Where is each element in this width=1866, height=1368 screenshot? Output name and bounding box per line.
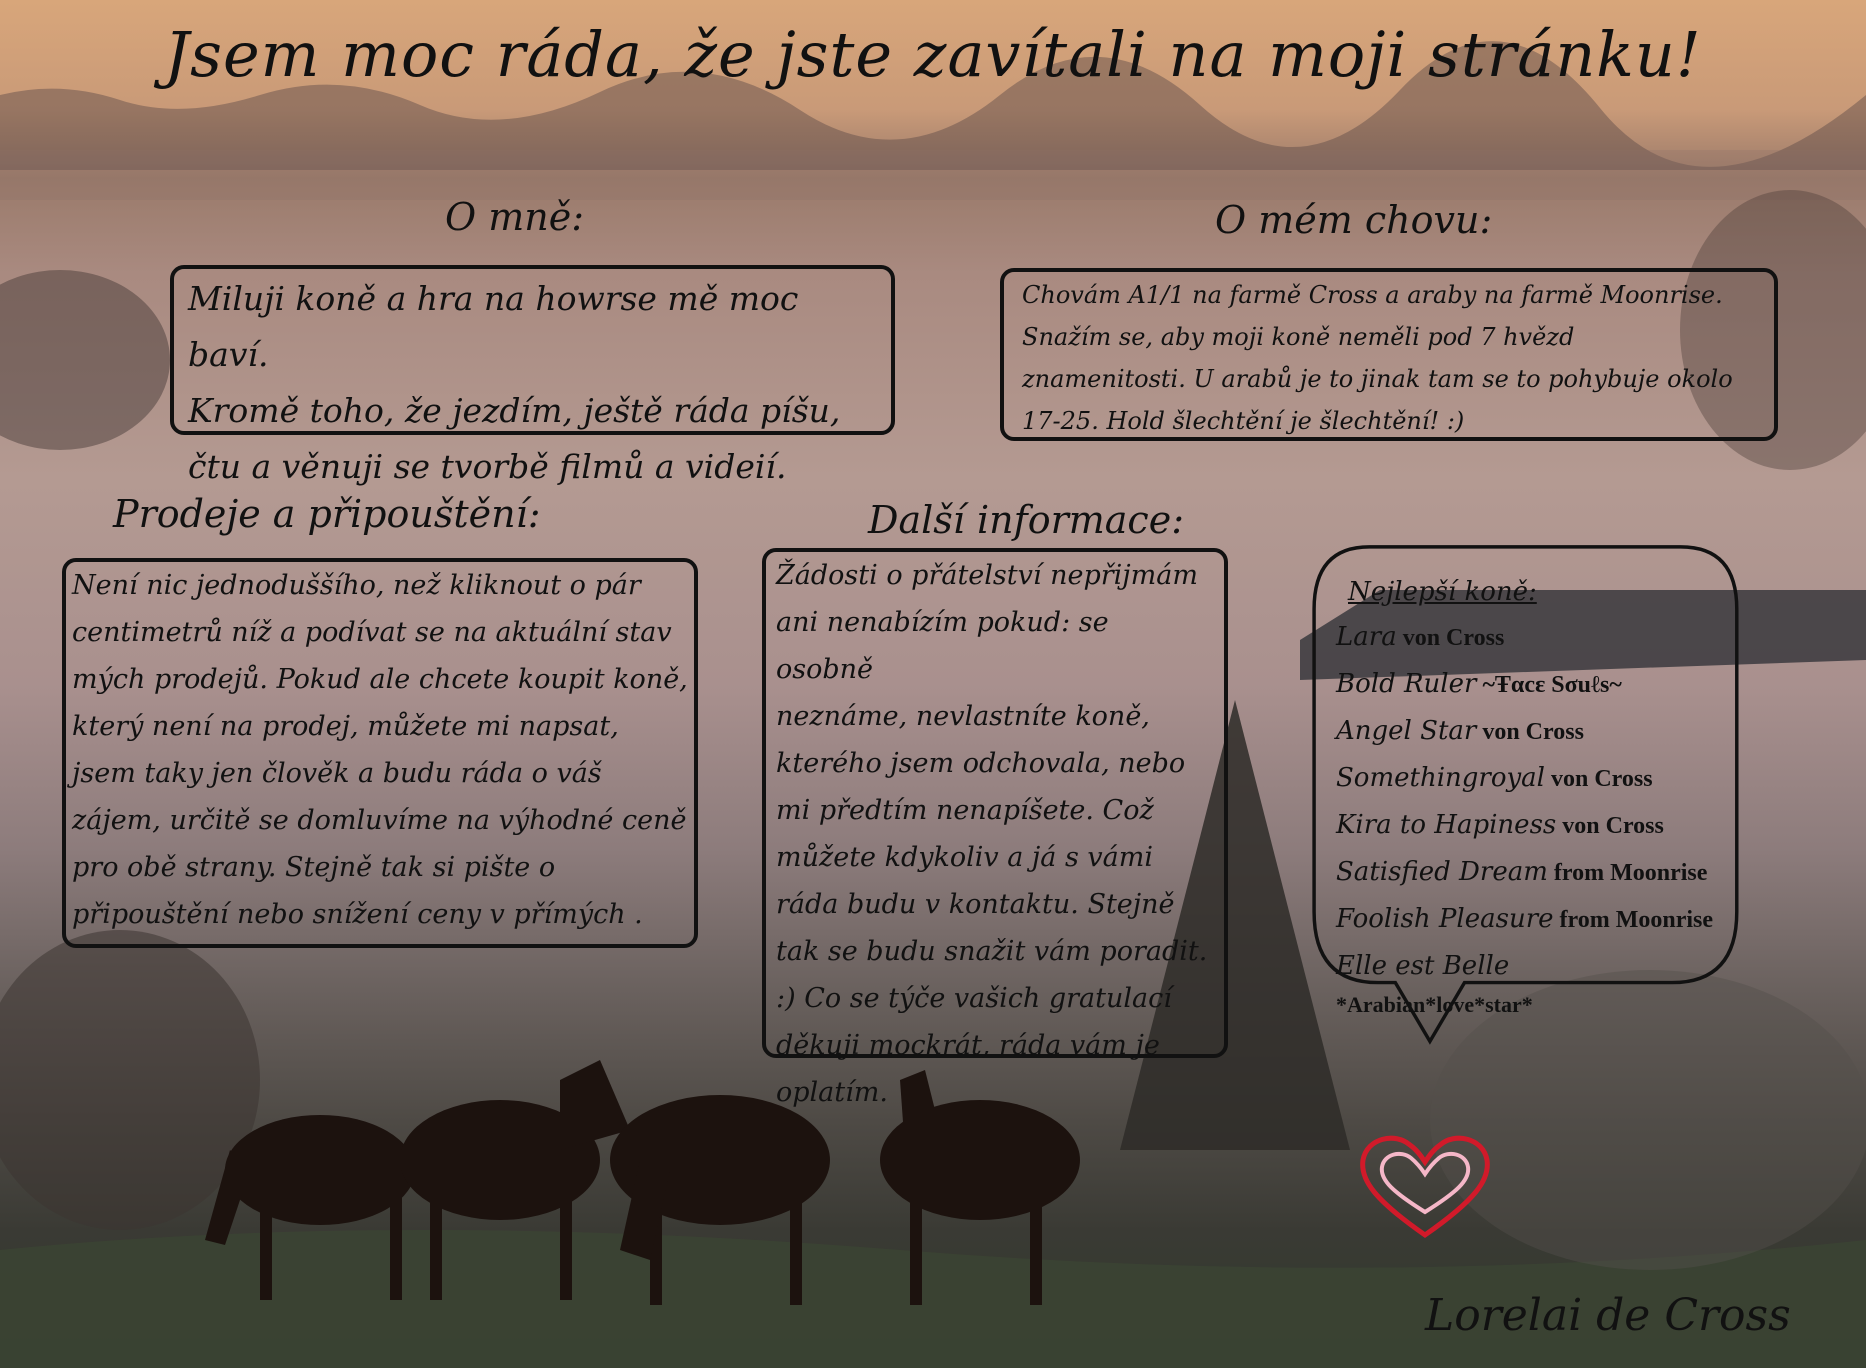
- more-info-line: Žádosti o přátelství nepřijmám: [776, 560, 1198, 591]
- horse-entry: [1336, 943, 1776, 990]
- horse-suffix: from Moonrise: [1553, 907, 1714, 933]
- about-me-box: [170, 265, 895, 486]
- more-info-line: můžete kdykoliv a já s vámi: [776, 842, 1153, 873]
- signature: Lorelai de Cross: [1425, 1290, 1791, 1341]
- more-info-line: kterého jsem odchovala, nebo: [776, 748, 1186, 779]
- horse-suffix: von Cross: [1476, 719, 1584, 745]
- horse-name: Elle est Belle: [1336, 951, 1510, 981]
- more-info-line: neznáme, nevlastníte koně,: [776, 701, 1150, 732]
- about-me-line: Miluji koně a hra na howrse mě moc baví.: [188, 279, 799, 374]
- horse-entry: [1336, 708, 1776, 755]
- more-info-line: mi předtím nenapíšete. Což: [776, 795, 1154, 826]
- more-info-heading: Další informace:: [868, 498, 1185, 542]
- horse-name: Satisfied Dream: [1336, 857, 1548, 887]
- sales-line: centimetrů níž a podívat se na aktuální stav: [72, 617, 672, 648]
- about-me-line: čtu a věnuji se tvorbě filmů a videií.: [188, 447, 787, 486]
- more-info-line: ráda budu v kontaktu. Stejně: [776, 889, 1175, 920]
- more-info-line: ani nenabízím pokud: se osobně: [776, 607, 1109, 685]
- more-info-line: děkuji mockrát, ráda vám je: [776, 1030, 1160, 1061]
- breeding-line: znamenitosti. U arabů je to jinak tam se to pohybuje okolo: [1022, 365, 1733, 393]
- horse-entry: [1336, 802, 1776, 849]
- horse-suffix: ~Ŧαcɛ Sσuℓs~: [1476, 672, 1622, 698]
- sales-line: mých prodejů. Pokud ale chcete koupit koně,: [72, 664, 688, 695]
- more-info-line: oplatím.: [776, 1077, 888, 1108]
- sales-heading: Prodeje a připouštění:: [113, 492, 541, 536]
- sales-line: jsem taky jen člověk a budu ráda o váš: [72, 758, 602, 789]
- breeding-heading: O mém chovu:: [1215, 198, 1493, 242]
- breeding-line: 17-25. Hold šlechtění je šlechtění! :): [1022, 407, 1465, 435]
- more-info-line: tak se budu snažit vám poradit.: [776, 936, 1208, 967]
- breeding-box: [1000, 268, 1778, 441]
- horse-name: Lara: [1336, 622, 1397, 652]
- horse-name: Foolish Pleasure: [1336, 904, 1554, 934]
- sales-line: pro obě strany. Stejně tak si pište o: [72, 852, 556, 883]
- horse-name: Kira to Hapiness: [1336, 810, 1557, 840]
- horse-suffix: von Cross: [1545, 766, 1653, 792]
- horse-entry: [1336, 755, 1776, 802]
- more-info-line: :) Co se týče vašich gratulací: [776, 983, 1172, 1014]
- about-me-heading: O mně:: [445, 195, 585, 239]
- heart-icon: [1355, 1130, 1495, 1240]
- horse-entry: [1336, 849, 1776, 896]
- breeding-line: Chovám A1/1 na farmě Cross a araby na farmě Moonrise.: [1022, 281, 1723, 309]
- horse-suffix: von Cross: [1396, 625, 1505, 651]
- horse-entry: [1336, 614, 1776, 661]
- horse-suffix: von Cross: [1556, 813, 1664, 839]
- horse-name: Angel Star: [1336, 716, 1477, 746]
- sales-line: připouštění nebo snížení ceny v přímých .: [72, 899, 643, 930]
- breeding-line: Snažím se, aby moji koně neměli pod 7 hvězd: [1022, 323, 1575, 351]
- horse-name: Bold Ruler: [1336, 669, 1477, 699]
- best-horses-extra: *Arabian*love*star*: [1336, 992, 1533, 1017]
- more-info-box: [762, 548, 1228, 1108]
- horse-name: Somethingroyal: [1336, 763, 1545, 793]
- horse-entry: [1336, 661, 1776, 708]
- about-me-line: Kromě toho, že jezdím, ještě ráda píšu,: [188, 391, 841, 430]
- best-horses-heading: Nejlepší koně:: [1348, 577, 1537, 607]
- sales-line: který není na prodej, můžete mi napsat,: [72, 711, 619, 742]
- sales-line: zájem, určitě se domluvíme na výhodné ceně: [72, 805, 687, 836]
- page-title: Jsem moc ráda, že jste zavítali na moji stránku!: [164, 18, 1702, 91]
- sales-line: Není nic jednoduššího, než kliknout o pár: [72, 570, 641, 601]
- horse-entry: [1336, 896, 1776, 943]
- best-horses-list: [1336, 570, 1776, 1020]
- sales-box: [62, 558, 698, 948]
- horse-suffix: from Moonrise: [1547, 860, 1708, 886]
